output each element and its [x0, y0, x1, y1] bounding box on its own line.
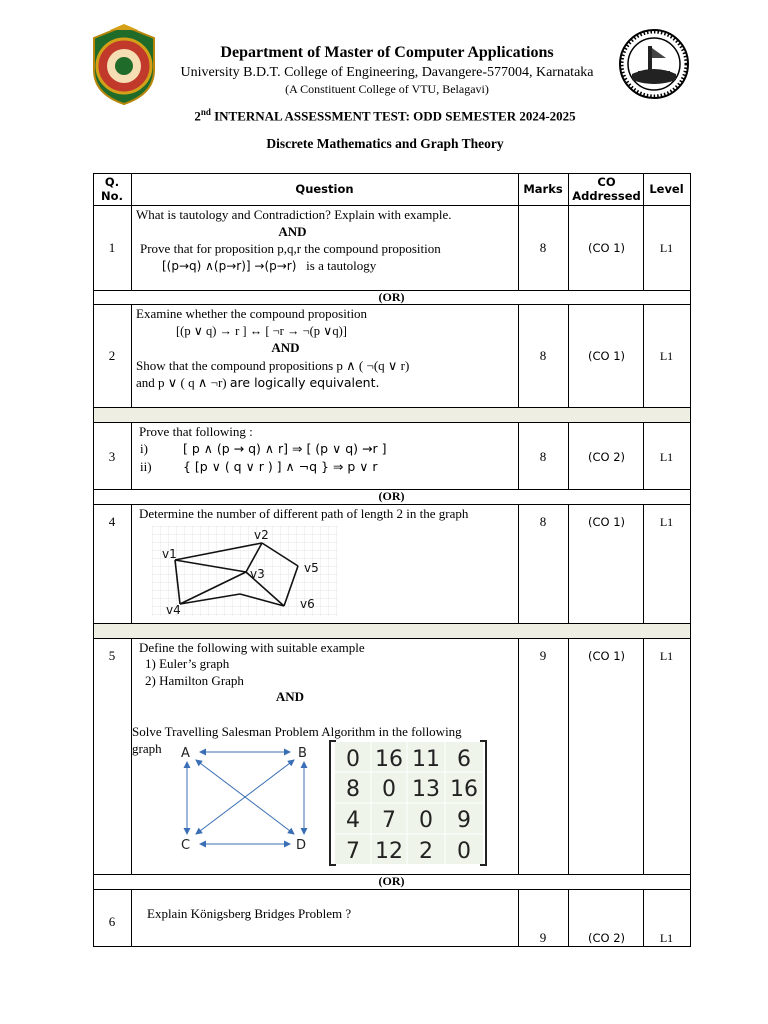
constituent-note: (A Constituent College of VTU, Belagavi) [285, 82, 489, 96]
q1-formula-tail: is a tautology [306, 258, 377, 273]
college-seal-logo [618, 28, 690, 100]
test-ordinal-sup: nd [200, 107, 211, 117]
q4-graph-figure [152, 526, 338, 616]
matrix-cell: 12 [375, 839, 403, 864]
graph-vertex-label: v2 [254, 528, 269, 542]
q3-item-ii-label: ii) [140, 459, 152, 474]
university-name: University B.D.T. College of Engineering, Davangere-577004, Karnataka [180, 65, 594, 80]
graph-vertex-label: v6 [300, 597, 315, 611]
q5-tsp-graph-figure [170, 740, 320, 855]
matrix-cell: 7 [346, 839, 360, 864]
matrix-cell: 0 [382, 777, 396, 802]
q5-text-line2: Solve Travelling Salesman Problem Algorithm in the following [132, 724, 462, 739]
co-value: (CO 1) [587, 649, 626, 663]
matrix-cell: 2 [419, 839, 433, 864]
test-title [100, 107, 670, 124]
matrix-cell: 6 [457, 747, 471, 772]
level-value: L1 [659, 931, 674, 945]
q5-item-2: 2) Hamilton Graph [145, 673, 244, 688]
or-divider: (OR) [378, 489, 405, 503]
separator-row [93, 407, 690, 422]
level-value: L1 [659, 515, 674, 529]
q1-text-line2: Prove that for proposition p,q,r the compound proposition [140, 241, 441, 256]
co-value: (CO 2) [587, 450, 626, 464]
q2-text-line1: Examine whether the compound proposition [136, 306, 368, 321]
tsp-node-label: A [181, 746, 190, 761]
co-value: (CO 2) [587, 931, 626, 945]
marks-value: 9 [539, 648, 547, 663]
graph-vertex-label: v5 [304, 561, 319, 575]
header-co-addressed: CO Addressed [572, 175, 641, 203]
separator-row [93, 623, 690, 638]
q6-text-line1: Explain Königsberg Bridges Problem ? [147, 906, 352, 921]
co-value: (CO 1) [587, 349, 626, 363]
tsp-node-label: D [296, 838, 307, 853]
header-qno: Q. No. [101, 175, 123, 203]
matrix-cell: 8 [346, 777, 360, 802]
q5-text-line3: graph [132, 741, 162, 756]
test-ordinal: 2 [194, 108, 201, 124]
matrix-cell: 4 [346, 808, 360, 833]
marks-value: 8 [539, 240, 547, 255]
q3-item-ii-formula: { [p ∨ ( q ∨ r ) ] ∧ ¬q } ⇒ p ∨ r [183, 459, 378, 474]
header-level: Level [649, 182, 684, 196]
matrix-cell: 0 [457, 839, 471, 864]
q4-text-line1: Determine the number of different path of length 2 in the graph [139, 506, 469, 521]
question-number: 3 [108, 449, 116, 464]
question-number: 6 [108, 914, 116, 929]
college-emblem-logo [88, 24, 160, 106]
matrix-cell: 7 [382, 808, 396, 833]
matrix-cell: 0 [419, 808, 433, 833]
question-number: 5 [108, 648, 116, 663]
q2-formula: [(p ∨ q) → r ] ↔ [ ¬r → ¬(p ∨q)] [176, 324, 347, 338]
level-value: L1 [659, 241, 674, 255]
graph-vertex-label: v4 [166, 603, 181, 616]
or-divider: (OR) [378, 290, 405, 304]
question-number: 4 [108, 514, 116, 529]
test-title-text: INTERNAL ASSESSMENT TEST: ODD SEMESTER 2024-2025 [210, 108, 576, 124]
q3-item-i-label: i) [140, 441, 148, 456]
q1-formula: [(p→q) ∧(p→r)] →(p→r) [162, 259, 297, 273]
co-value: (CO 1) [587, 241, 626, 255]
marks-value: 8 [539, 348, 547, 363]
q2-text-line2: Show that the compound propositions p ∧ ( ¬(q ∨ r) [136, 358, 410, 373]
tsp-node-label: B [298, 746, 307, 761]
matrix-cell: 16 [375, 747, 403, 772]
header-question: Question [295, 182, 354, 196]
q2-text-line3b: are logically equivalent. [229, 375, 380, 390]
q1-text-line1: What is tautology and Contradiction? Explain with example. [136, 207, 452, 222]
marks-value: 8 [539, 514, 547, 529]
and-label: AND [278, 224, 307, 239]
header-marks: Marks [523, 182, 563, 196]
matrix-cell: 11 [412, 747, 440, 772]
q3-text-line1: Prove that following : [139, 424, 253, 439]
marks-value: 8 [539, 449, 547, 464]
level-value: L1 [659, 450, 674, 464]
and-label: AND [271, 340, 300, 355]
graph-vertex-label: v1 [162, 547, 177, 561]
question-number: 1 [108, 240, 116, 255]
q2-text-line3 [136, 375, 379, 391]
matrix-cell: 0 [346, 747, 360, 772]
level-value: L1 [659, 349, 674, 363]
q5-cost-matrix [327, 739, 489, 867]
matrix-cell: 9 [457, 808, 471, 833]
question-number: 2 [108, 348, 116, 363]
department-title: Department of Master of Computer Applications [220, 44, 554, 61]
q5-text-line1: Define the following with suitable example [139, 640, 365, 655]
tsp-node-label: C [181, 838, 191, 853]
q1-formula-line [162, 258, 376, 274]
q3-item-i-formula: [ p ∧ (p → q) ∧ r] ⇒ [ (p ∨ q) →r ] [183, 441, 387, 456]
co-value: (CO 1) [587, 515, 626, 529]
subject-title: Discrete Mathematics and Graph Theory [266, 136, 504, 151]
or-divider: (OR) [378, 874, 405, 888]
level-value: L1 [659, 649, 674, 663]
graph-vertex-label: v3 [250, 567, 265, 581]
and-label: AND [275, 689, 305, 704]
matrix-cell: 13 [412, 777, 440, 802]
marks-value: 9 [539, 930, 547, 945]
q2-text-line3a: and p ∨ ( q ∧ ¬r) [136, 375, 227, 390]
q5-item-1: 1) Euler’s graph [145, 656, 230, 671]
matrix-cell: 16 [450, 777, 478, 802]
